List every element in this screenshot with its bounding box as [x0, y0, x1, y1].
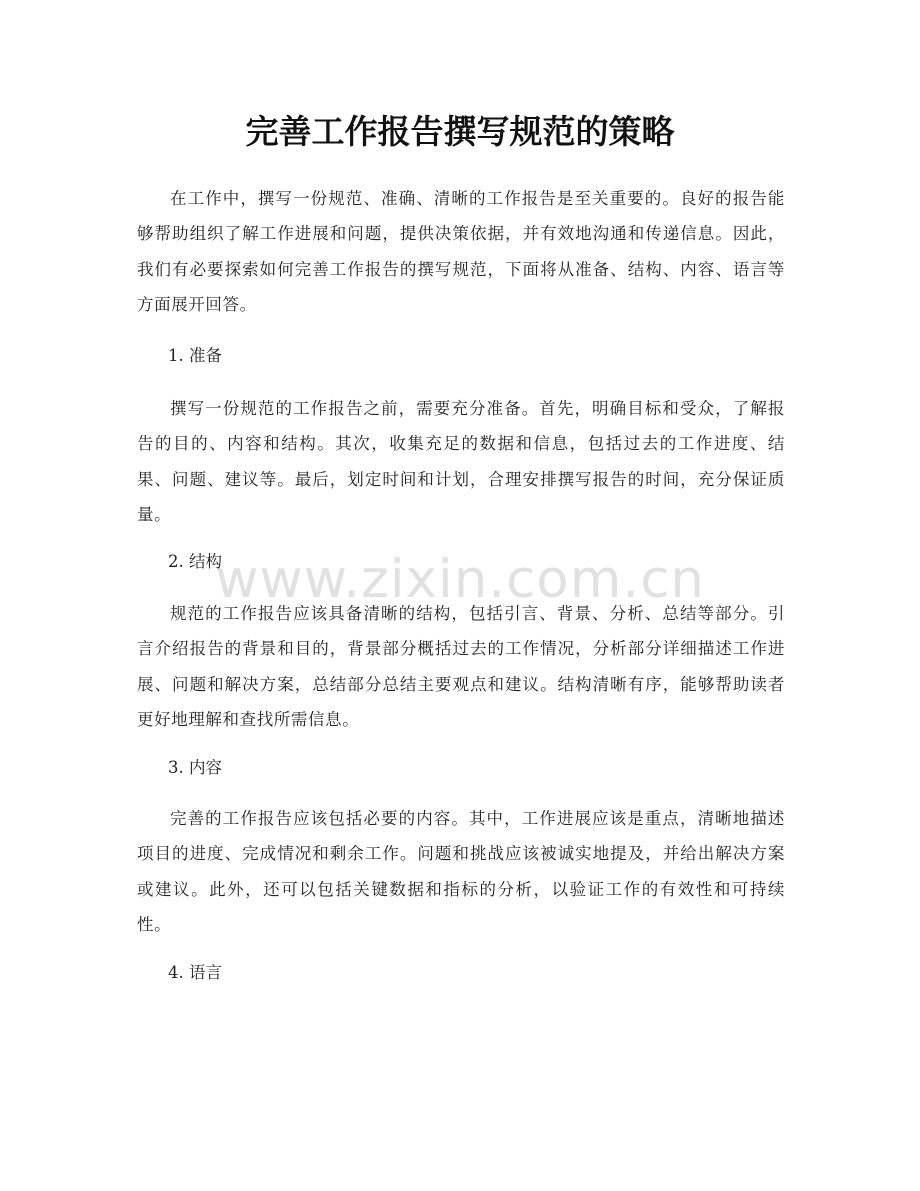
section-body-structure: 规范的工作报告应该具备清晰的结构，包括引言、背景、分析、总结等部分。引言介绍报告的背景和目的，背景部分概括过去的工作情况，分析部分详细描述工作进展、问题和解决方案，总结部分总结主要观点和建议。结构清晰有序，能够帮助读者更好地理解和查找所需信息。	[137, 604, 785, 729]
intro-paragraph: 在工作中，撰写一份规范、准确、清晰的工作报告是至关重要的。良好的报告能够帮助组织了解工作进展和问题，提供决策依据，并有效地沟通和传递信息。因此，我们有必要探索如何完善工作报告的撰写规范，下面将从准备、结构、内容、语言等方面展开回答。	[137, 189, 785, 314]
section-heading-content: 3. 内容	[168, 758, 222, 777]
section-heading-language: 4. 语言	[168, 963, 222, 982]
watermark-text: www.zixin.com.cn	[215, 549, 705, 610]
section-heading-prepare: 1. 准备	[168, 346, 222, 365]
section-body-content: 完善的工作报告应该包括必要的内容。其中，工作进展应该是重点，清晰地描述项目的进度、完成情况和剩余工作。问题和挑战应该被诚实地提及，并给出解决方案或建议。此外，还可以包括关键数据和指标的分析，以验证工作的有效性和可持续性。	[137, 809, 785, 934]
section-heading-structure: 2. 结构	[168, 552, 222, 571]
page-title: 完善工作报告撰写规范的策略	[245, 112, 675, 151]
section-body-prepare: 撰写一份规范的工作报告之前，需要充分准备。首先，明确目标和受众，了解报告的目的、内容和结构。其次，收集充足的数据和信息，包括过去的工作进度、结果、问题、建议等。最后，划定时间和计划，合理安排撰写报告的时间，充分保证质量。	[137, 399, 785, 524]
